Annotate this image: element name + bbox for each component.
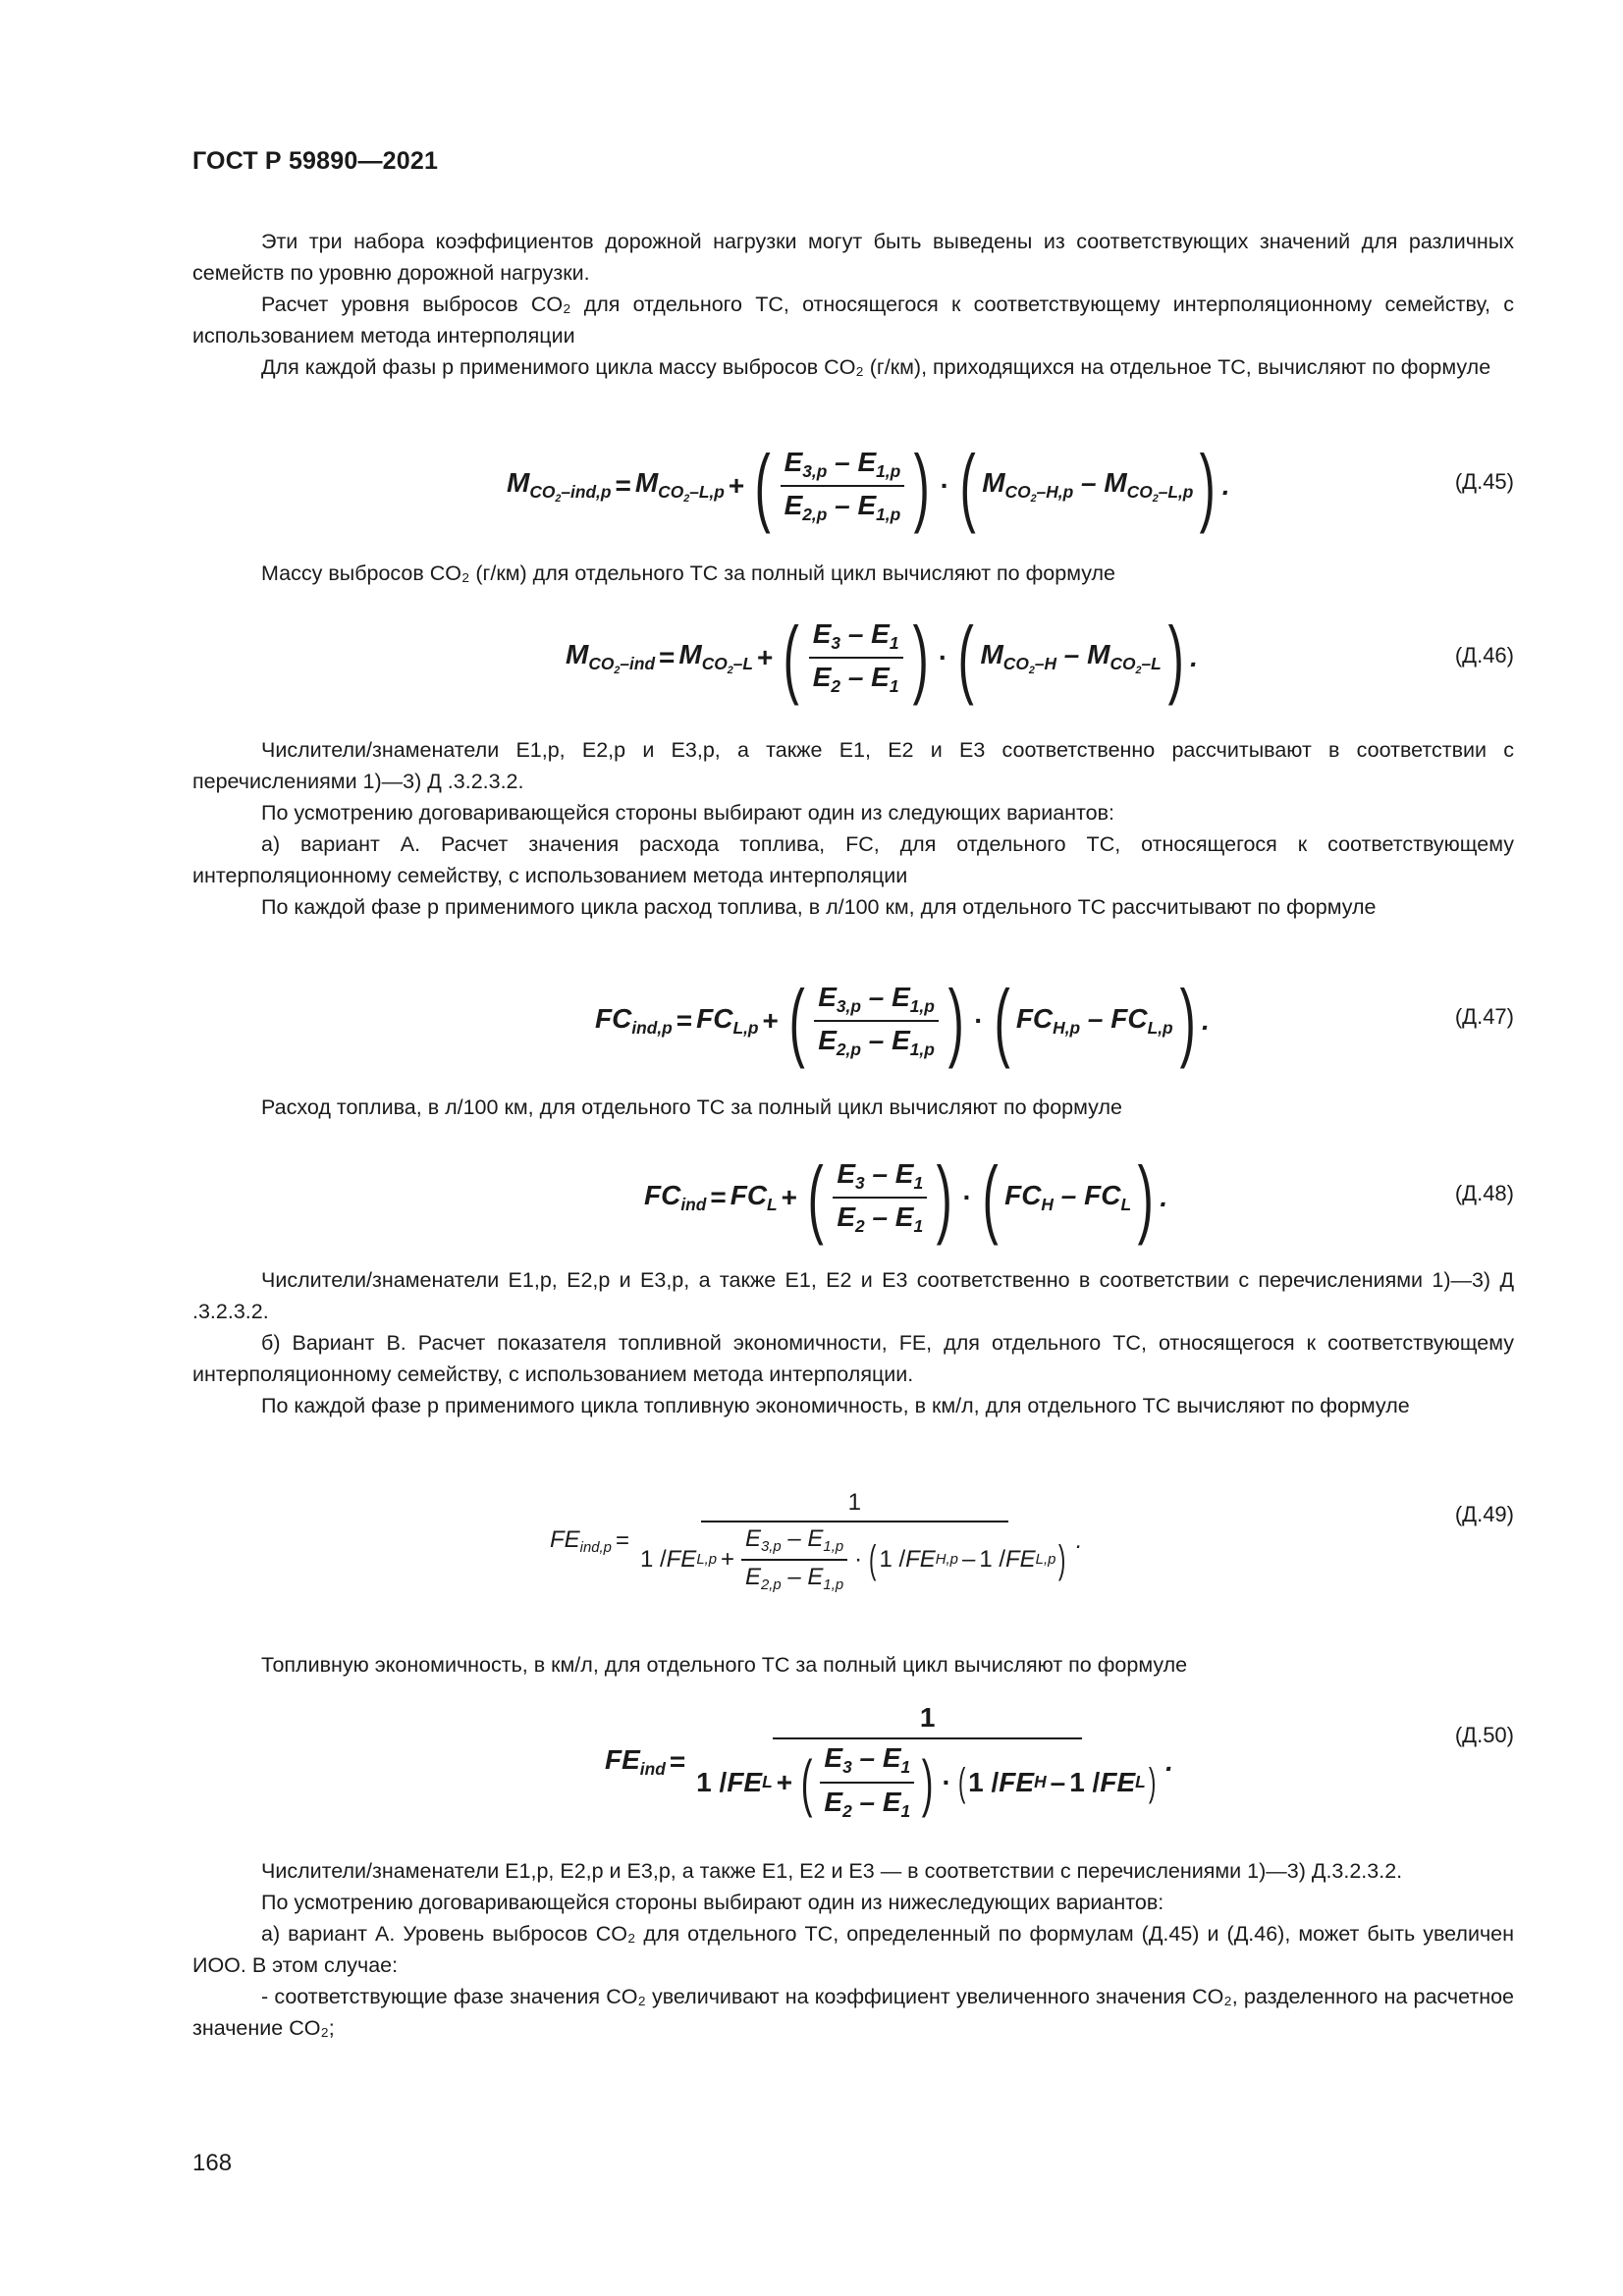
paragraph: Расчет уровня выбросов CO₂ для отдельного ТС, относящегося к соответствующему интерполяционному семейству, с использованием метода интерполяции: [192, 293, 1514, 347]
paragraph: Для каждой фазы p применимого цикла массу выбросов CO₂ (г/км), приходящихся на отдельное ТС, вычисляют по формуле: [261, 355, 1491, 379]
text-block-5: [192, 1264, 1514, 1421]
page-number: 168: [192, 2150, 233, 2176]
formula-d45: $M_{CO_2-ind,p}$ = $M_{CO_2-L,p}$ + ( $\frac{E_{3,p} - E_{1,p}}{E_{2,p} - E_{1,p}}$ ) · ( $M_{CO_2-H,p} - M_{CO_2-L,p}$ ) .: [507, 437, 1230, 534]
formula-d47: $FC_{ind,p}$ = $FC_{L,p}$ + ( $\frac{E_{3,p} - E_{1,p}}{E_{2,p} - E_{1,p}}$ ) · ( $FC_{H,p} - FC_{L,p}$ ) .: [595, 972, 1210, 1069]
equation-number: (Д.45): [1454, 469, 1514, 494]
paragraph: Числители/знаменатели E1,p, E2,p и E3,p, а также E1, E2 и E3 соответственно рассчитывают в соответствии с перечислениями 1)—3) Д .3.2.3.2.: [192, 738, 1514, 793]
equation-d48: [192, 1144, 1514, 1252]
paragraph: По усмотрению договаривающейся стороны выбирают один из следующих вариантов:: [261, 801, 1114, 825]
paragraph: а) вариант А. Уровень выбросов CO₂ для отдельного ТС, определенный по формулам (Д.45) и (Д.46), может быть увеличен ИОО. В этом случае:: [192, 1922, 1514, 1977]
paragraph: По каждой фазе p применимого цикла топливную экономичность, в км/л, для отдельного ТС вычисляют по формуле: [261, 1394, 1410, 1417]
paragraph: Топливную экономичность, в км/л, для отдельного ТС за полный цикл вычисляют по формуле: [261, 1653, 1188, 1677]
text-block-7: [192, 1855, 1514, 2044]
text-block-3: [192, 734, 1514, 923]
paragraph: По каждой фазе p применимого цикла расход топлива, в л/100 км, для отдельного ТС рассчитывают по формуле: [261, 895, 1377, 919]
paragraph: Числители/знаменатели E1,p, E2,p и E3,p, а также E1, E2 и E3 — в соответствии с перечислениями 1)—3) Д.3.2.3.2.: [261, 1859, 1403, 1883]
equation-number: (Д.49): [1454, 1502, 1514, 1526]
paragraph: Расход топлива, в л/100 км, для отдельного ТС за полный цикл вычисляют по формуле: [261, 1095, 1122, 1119]
formula-d48: $FC_{ind}$ = $FC_L$ + ( $\frac{E_3 - E_1}{E_2 - E_1}$ ) · ( $FC_H - FC_L$ ) .: [644, 1148, 1168, 1246]
paragraph: Эти три набора коэффициентов дорожной нагрузки могут быть выведены из соответствующих значений для различных семейств по уровню дорожной нагрузки.: [192, 230, 1514, 285]
text-block-6: [192, 1649, 1514, 1681]
document-header: ГОСТ Р 59890—2021: [192, 147, 439, 175]
paragraph: Числители/знаменатели E1,p, E2,p и E3,p, а также E1, E2 и E3 соответственно в соответствии с перечислениями 1)—3) Д .3.2.3.2.: [192, 1268, 1514, 1323]
paragraph: - соответствующие фазе значения CO₂ увеличивают на коэффициент увеличенного значения CO₂, разделенного на расчетное значение CO₂;: [192, 1985, 1514, 2040]
equation-d46: [192, 604, 1514, 712]
text-block-2: [192, 558, 1514, 589]
equation-d47: [192, 967, 1514, 1075]
paragraph: а) вариант А. Расчет значения расхода топлива, FC, для отдельного ТС, относящегося к соответствующему интерполяционному семейству, с использованием метода интерполяции: [192, 832, 1514, 887]
text-block-4: [192, 1092, 1514, 1123]
formula-d46: $M_{CO_2-ind}$ = $M_{CO_2-L}$ + ( $\frac{E_3 - E_1}{E_2 - E_1}$ ) · ( $M_{CO_2-H} - M_{CO_2-L}$ ) .: [566, 609, 1198, 706]
paragraph: б) Вариант B. Расчет показателя топливной экономичности, FE, для отдельного ТС, относящегося к соответствующему интерполяционному семейству, с использованием метода интерполяции.: [192, 1331, 1514, 1386]
paragraph: По усмотрению договаривающейся стороны выбирают один из нижеследующих вариантов:: [261, 1891, 1164, 1914]
equation-number: (Д.46): [1454, 643, 1514, 667]
equation-d45: [192, 432, 1514, 540]
equation-d50: [192, 1693, 1514, 1831]
formula-d50: $FE_{ind}$ = 1 1 / FE L + ( $\frac{E_3 - E_1}{E_2 - E_1}$ ) · ( 1 / FE H – 1 / FE L ) .: [605, 1702, 1173, 1821]
formula-d49: $FE_{ind,p}$ = 1 1 / FE L,p + $\frac{E_{3,p} - E_{1,p}}{E_{2,p} - E_{1,p}}$ · ( 1 / FE H,p – 1 / FE L,p ) .: [550, 1489, 1083, 1593]
paragraph: Массу выбросов CO₂ (г/км) для отдельного ТС за полный цикл вычисляют по формуле: [261, 561, 1116, 585]
equation-number: (Д.50): [1454, 1723, 1514, 1747]
equation-number: (Д.48): [1454, 1181, 1514, 1205]
equation-d49: [192, 1472, 1514, 1610]
equation-number: (Д.47): [1454, 1004, 1514, 1029]
text-block-1: [192, 226, 1514, 383]
